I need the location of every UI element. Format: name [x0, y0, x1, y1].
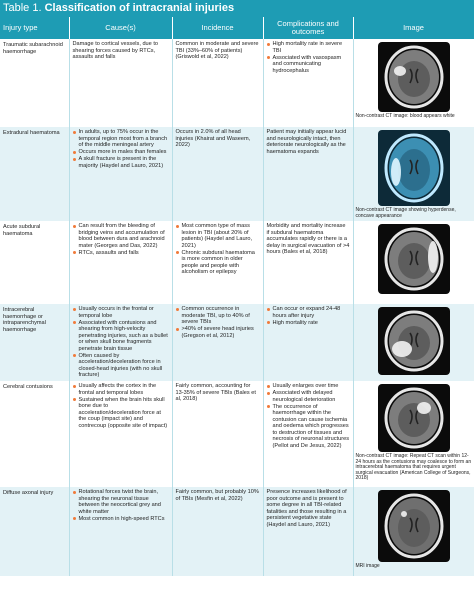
incidence-cell	[172, 487, 263, 576]
table-title: Classification of intracranial injuries	[44, 2, 235, 14]
brain-scan-image	[378, 307, 450, 375]
header-image: Image	[353, 17, 474, 39]
complication-text: Morbidity and mortality increase if subdural haematoma accumulates rapidly or there is a delay in surgical evacuation of >4 hours (Bales et al, 2018)	[266, 223, 350, 255]
cause-item: In adults, up to 75% occur in the temporal region most from a branch of the middle meningeal artery	[73, 129, 169, 149]
causes-cell	[69, 487, 172, 576]
complication-item: The occurrence of haemorrhage within the contusion can cause ischemia and oedema which progresses to destruction of tissues and necrosis of neuronal structures (Pellot and De Jesus, 2022)	[267, 404, 350, 450]
injury-type-cell: Acute subdural haematoma	[0, 221, 69, 304]
header-injury-type: Injury type	[0, 17, 69, 39]
header-row	[0, 17, 474, 39]
brain-scan-image	[378, 130, 450, 206]
causes-cell	[69, 39, 172, 127]
cause-item: Sustained when the brain hits skull bone due to acceleration/deceleration force at the coup (impact site) and contrecoup (opposite site of impact)	[73, 397, 169, 430]
complication-item: High mortality rate in severe TBI	[267, 41, 350, 54]
table-number: Table 1.	[3, 2, 45, 14]
cause-item: Rotational forces twist the brain, shearing the neuronal tissue between the neocortical grey and white matter	[73, 489, 169, 515]
complication-item: Associated with delayed neurological deterioration	[267, 390, 350, 403]
brain-scan-image	[378, 384, 450, 452]
cause-text: Damage to cortical vessels, due to shearing forces caused by RTCs, assaults and falls	[72, 41, 159, 60]
complication-item: Can occur or expand 24-48 hours after injury	[267, 306, 350, 319]
incidence-text: Fairly common, accounting for 13-35% of severe TBIs (Bales et al, 2018)	[175, 383, 256, 402]
incidence-cell	[172, 381, 263, 487]
image-cell	[353, 127, 474, 221]
table-row	[0, 39, 474, 127]
image-cell	[353, 304, 474, 381]
cause-list	[73, 306, 169, 379]
header-incidence: Incidence	[172, 17, 263, 39]
incidence-list	[176, 223, 260, 276]
image-caption: Non-contrast CT image: Repeat CT scan within 12-24 hours as the contusions may coalesce to form an intracerebral haematoma that requires urgent surgical evacuation (American College of Surgeons, 2018)	[355, 453, 472, 482]
classification-table	[0, 17, 474, 576]
header-causes: Cause(s)	[69, 17, 172, 39]
table-title-bar	[0, 0, 474, 17]
image-cell	[353, 381, 474, 487]
incidence-text: Common in moderate and severe TBI (33%–60% of patients) (Griswold et al, 2022)	[175, 41, 259, 60]
cause-list	[73, 129, 169, 169]
complications-cell	[263, 127, 353, 221]
brain-scan-image	[378, 42, 450, 112]
brain-scan-image	[378, 490, 450, 562]
injury-type-cell: Traumatic subarachnoid haemorrhage	[0, 39, 69, 127]
cause-item: A skull fracture is present in the majority (Haydel and Lauro, 2021)	[73, 156, 169, 169]
cause-item: Associated with contusions and shearing from high-velocity penetrating injuries, such as a bullet or when skull bone fragments penetrate brain tissue	[73, 320, 169, 353]
table-row	[0, 221, 474, 304]
causes-cell	[69, 127, 172, 221]
image-cell	[353, 487, 474, 576]
complication-list	[267, 383, 350, 449]
brain-scan-image	[378, 224, 450, 294]
image-caption: Non-contrast CT image: blood appears white	[355, 113, 455, 119]
cause-list	[73, 383, 169, 429]
incidence-item: Most common type of mass lesion in TBI (about 20% of patients) (Haydel and Lauro, 2021)	[176, 223, 260, 249]
table-row	[0, 487, 474, 576]
incidence-item: Common occurrence in moderate TBI, up to 40% of severe TBIs	[176, 306, 260, 326]
incidence-item: >40% of severe head injuries (Gregson et al, 2012)	[176, 326, 260, 339]
incidence-cell	[172, 304, 263, 381]
cause-item: Can result from the bleeding of bridging veins and accumulation of blood between dura and arachnoid mater (Georges and Das, 2022)	[73, 223, 169, 249]
complication-item: High mortality rate	[267, 320, 350, 327]
table-row	[0, 381, 474, 487]
table-row	[0, 304, 474, 381]
incidence-text: Fairly common, but probably 10% of TBIs (Mesfin et al, 2022)	[175, 489, 259, 502]
image-cell	[353, 39, 474, 127]
causes-cell	[69, 381, 172, 487]
cause-item: Most common in high-speed RTCs	[73, 516, 169, 523]
header-complications: Complications and outcomes	[263, 17, 353, 39]
image-caption: MRI image	[355, 563, 380, 569]
image-cell	[353, 221, 474, 304]
incidence-list	[176, 306, 260, 339]
injury-type-cell: Intracerebral haemorrhage or intraparenchymal haemorrhage	[0, 304, 69, 381]
injury-type-cell: Extradural haematoma	[0, 127, 69, 221]
cause-item: Occurs more in males than females	[73, 149, 169, 156]
incidence-item: Chronic subdural haematoma is more common in older people and people with alcoholism or epilepsy	[176, 250, 260, 276]
complication-item: Usually enlarges over time	[267, 383, 350, 390]
complications-cell	[263, 39, 353, 127]
injury-type-cell: Diffuse axonal injury	[0, 487, 69, 576]
injury-type-cell: Cerebral contusions	[0, 381, 69, 487]
incidence-text: Occurs in 2.0% of all head injuries (Khairat and Waseem, 2022)	[175, 129, 251, 148]
complications-cell	[263, 487, 353, 576]
incidence-cell	[172, 127, 263, 221]
complications-cell	[263, 221, 353, 304]
cause-item: Usually affects the cortex in the frontal and temporal lobes	[73, 383, 169, 396]
incidence-cell	[172, 221, 263, 304]
cause-item: RTCs, assaults and falls	[73, 250, 169, 257]
image-caption: Non-contrast CT image showing hyperdense, concave appearance	[355, 207, 456, 219]
table-row	[0, 127, 474, 221]
complications-cell	[263, 381, 353, 487]
cause-list	[73, 223, 169, 256]
complication-list	[267, 41, 350, 74]
causes-cell	[69, 221, 172, 304]
complication-text: Patient may initially appear lucid and neurologically intact, then deteriorate neurologically as the haematoma expands	[266, 129, 347, 155]
complication-list	[267, 306, 350, 326]
incidence-cell	[172, 39, 263, 127]
complication-text: Presence increases likelihood of poor outcome and is present to some degree in all TBI-related fatalities and those resulting in a persistent vegetative state (Haydel and Lauro, 2021)	[266, 489, 347, 528]
complication-item: Associated with vasospasm and communicating hydrocephalus	[267, 55, 350, 75]
complications-cell	[263, 304, 353, 381]
cause-item: Often caused by acceleration/deceleration force in closed-head injuries (with no skull fracture)	[73, 353, 169, 379]
cause-list	[73, 489, 169, 522]
cause-item: Usually occurs in the frontal or temporal lobe	[73, 306, 169, 319]
causes-cell	[69, 304, 172, 381]
